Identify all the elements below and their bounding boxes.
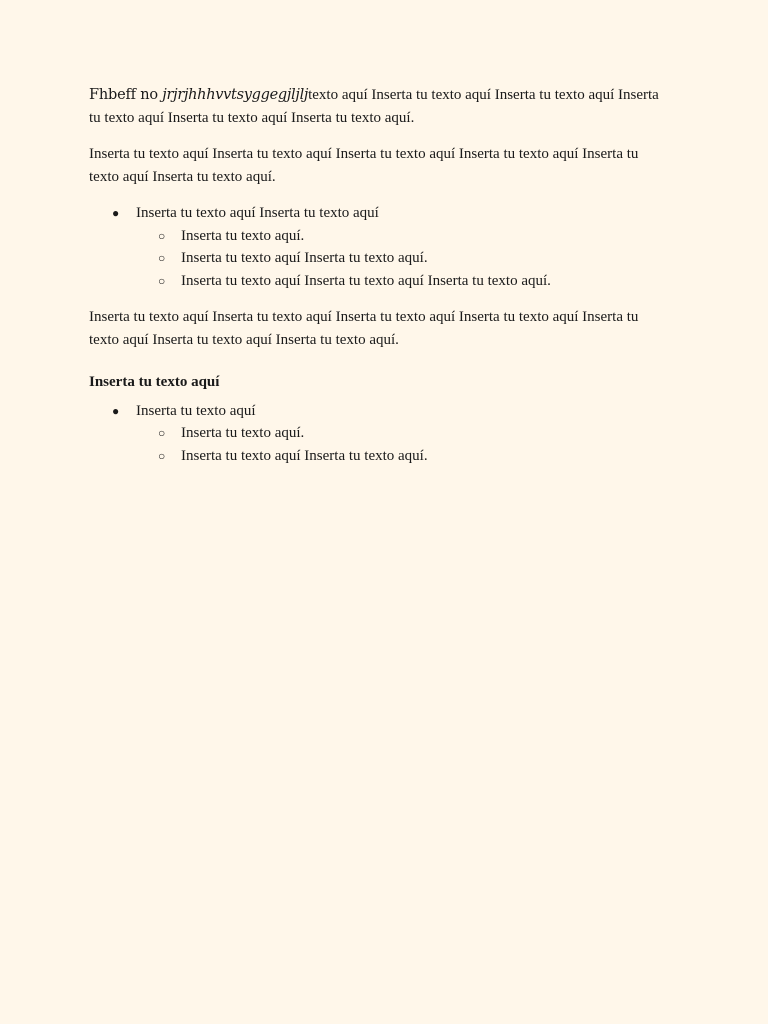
sub-list-1 [136,225,672,293]
bullet-list-2 [89,400,672,468]
sub-list-item [89,247,672,270]
list-item [89,400,672,468]
sub-list-item [89,225,672,248]
sub-list-item [89,422,672,445]
paragraph-1-italic: jrjrjhhhvvtsyggegjljlj [162,87,309,103]
bullet-disc-icon: ● [112,206,120,220]
bullet-disc-icon: ● [112,403,120,418]
sub-list-item-text: Inserta tu texto aquí. [181,227,305,244]
sub-list-2 [136,422,672,467]
sub-list-item-text: Inserta tu texto aquí Inserta tu texto aquí Inserta tu texto aquí. [181,272,551,289]
paragraph-1-lead: Fhbeff no [89,87,163,103]
paragraph-3: Inserta tu texto aquí Inserta tu texto aquí Inserta tu texto aquí Inserta tu texto aquí Inserta tu texto aquí Inserta tu texto aquí Inserta tu texto aquí. [89,309,639,348]
bullet-circle-icon: ○ [158,426,166,440]
bullet-circle-icon: ○ [158,228,166,243]
list-item-text: Inserta tu texto aquí [136,402,256,419]
bullet-circle-icon: ○ [158,448,166,463]
sub-list-item [89,270,672,293]
paragraph-2: Inserta tu texto aquí Inserta tu texto aquí Inserta tu texto aquí Inserta tu texto aquí Inserta tu texto aquí Inserta tu texto aquí. [89,146,639,185]
paragraph-1 [89,84,672,129]
bullet-circle-icon: ○ [158,273,166,288]
list-item [89,202,672,292]
paragraph-1-rest: texto aquí Inserta tu texto aquí Inserta tu texto aquí Inserta tu texto aquí Inserta tu texto aquí Inserta tu texto aquí. [89,87,659,126]
sub-list-item-text: Inserta tu texto aquí Inserta tu texto aquí. [181,250,428,266]
list-item-text: Inserta tu texto aquí Inserta tu texto aquí [136,205,379,221]
sub-list-item-text: Inserta tu texto aquí Inserta tu texto aquí. [181,447,428,464]
section-heading: Inserta tu texto aquí [89,374,220,390]
bullet-list-1 [89,202,672,292]
sub-list-item [89,445,672,468]
sub-list-item-text: Inserta tu texto aquí. [181,425,305,441]
bullet-circle-icon: ○ [158,251,166,265]
